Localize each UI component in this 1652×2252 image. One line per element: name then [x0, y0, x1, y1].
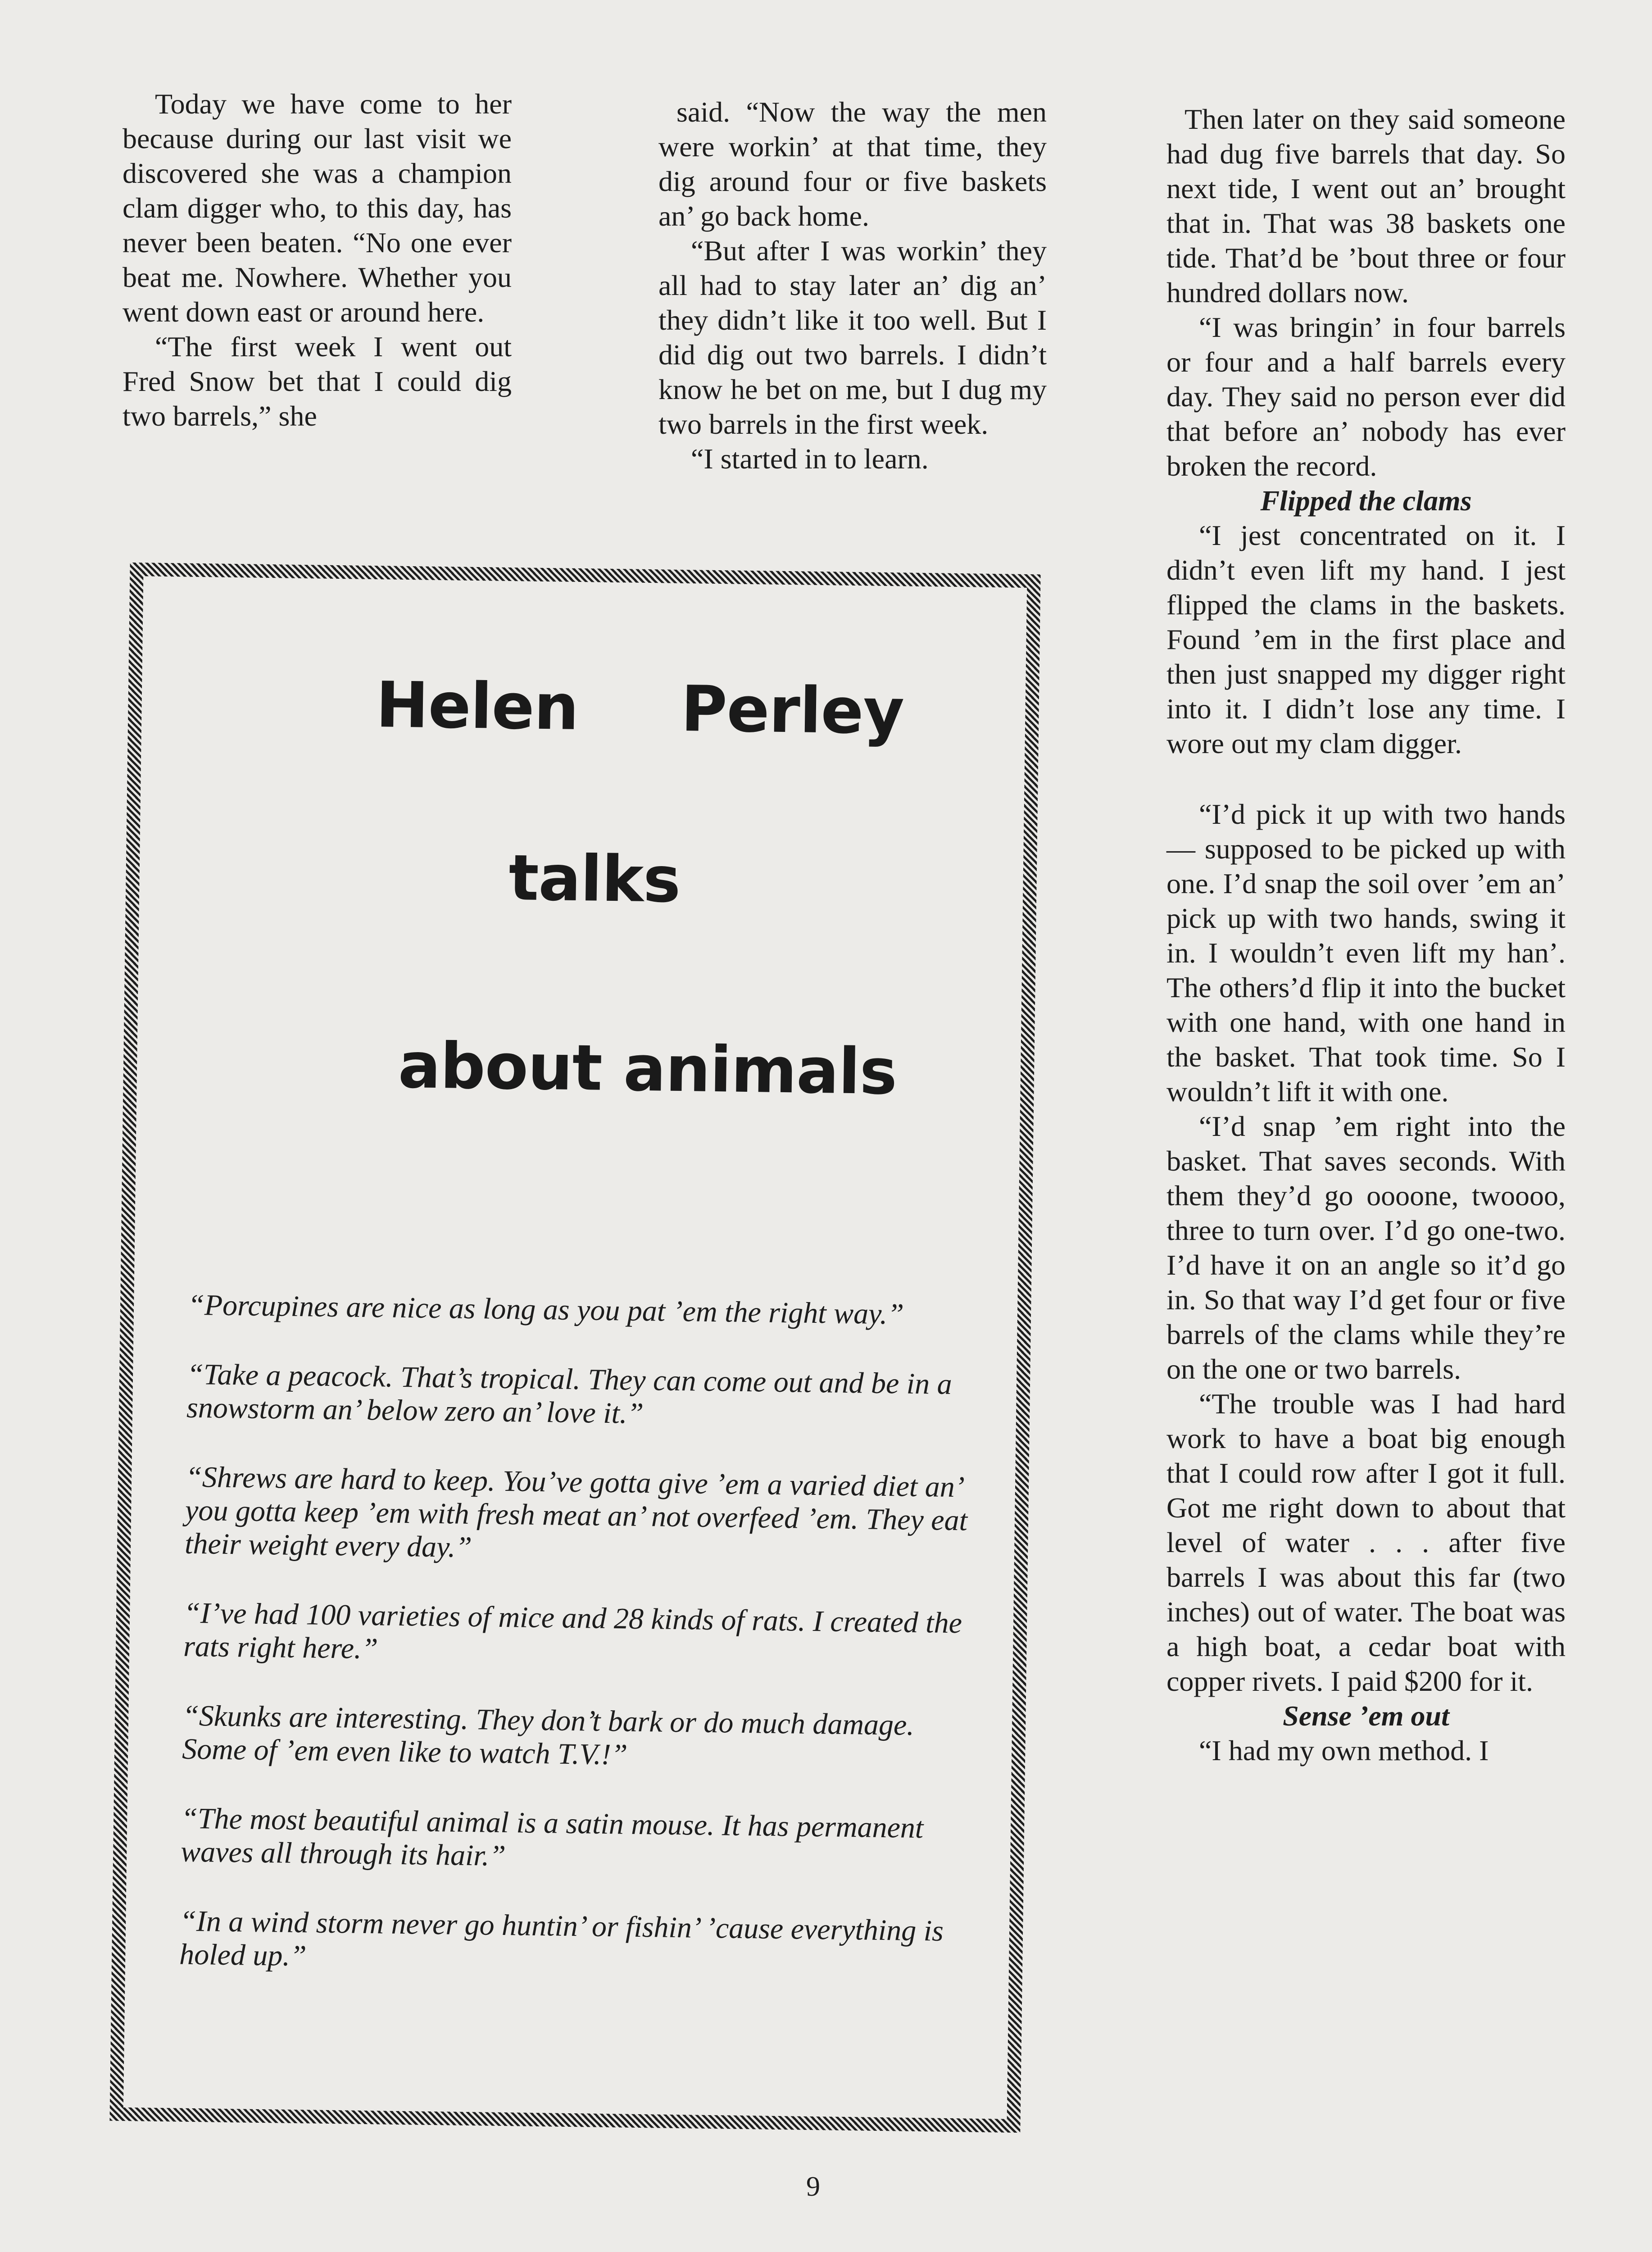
paragraph: “But after I was workin’ they all had to stay later an’ dig an’ they didn’t like it too well. But I did dig out two barrels. I didn’t know he bet on me, but I dug my two barrels in the first week.	[658, 235, 1047, 440]
subheading: Sense ’em out	[1283, 1700, 1449, 1732]
paragraph: “I’d snap ’em right into the basket. That saves seconds. With them they’d go oooone, twoooo, three to turn over. I’d go one-two. I’d have it on an angle so it’d go in. So that way I’d get four or five barrels of the clams while they’re on the one or two barrels.	[1166, 1110, 1566, 1385]
quote: “Shrews are hard to keep. You’ve gotta give ’em a varied diet an’ you gotta keep ’em with fresh meat an’ not overfeed ’em. They eat their weight every day.”	[184, 1460, 968, 1564]
paragraph: “I had my own method. I	[1199, 1734, 1489, 1766]
quote: “Take a peacock. That’s tropical. They can come out and be in a snowstorm an’ below zero an’ love it.”	[186, 1358, 953, 1430]
sidebar-headline-line3: about animals	[398, 1029, 898, 1109]
sidebar-box	[109, 563, 1040, 2133]
paragraph: Today we have come to her because during our last visit we discovered she was a champion clam digger who, to this day, has never been beaten. “No one ever beat me. Nowhere. Whether you went down east or around here.	[123, 88, 512, 328]
quote: “I’ve had 100 varieties of mice and 28 kinds of rats. I created the rats right here.”	[183, 1596, 962, 1666]
paragraph: “The trouble was I had hard work to have a boat big enough that I could row after I got it full. Got me right down to about that level of water . . . after five barrels I was about this far (two inches) out of water. The boat was a high boat, a cedar boat with copper rivets. I paid $200 for it.	[1166, 1388, 1566, 1697]
paragraph: “I started in to learn.	[691, 443, 929, 475]
paragraph: Then later on they said someone had dug five barrels that day. So next tide, I went out an’ brought that in. That was 38 baskets one tide. That’d be ’bout three or four hundred dollars now.	[1166, 103, 1566, 309]
quote: “Skunks are interesting. They don’t bark or do much damage. Some of ’em even like to watch T.V.!”	[182, 1699, 915, 1771]
quote: “The most beautiful animal is a satin mouse. It has permanent waves all through its hair.”	[180, 1802, 924, 1873]
paragraph: “The first week I went out Fred Snow bet that I could dig two barrels,” she	[123, 331, 512, 432]
paragraph: “I’d pick it up with two hands — supposed to be picked up with one. I’d snap the soil over ’em an’ pick up with two hands, swing it in. I wouldn’t even lift my han’. The others’d flip it into the bucket with one hand, with one hand in the basket. That took time. So I wouldn’t lift it with one.	[1166, 798, 1566, 1108]
sidebar-headline-line2: talks	[508, 841, 681, 917]
subheading: Flipped the clams	[1260, 485, 1472, 517]
article-column-2	[658, 95, 1047, 476]
article-column-1	[123, 86, 512, 433]
quote-list	[179, 1289, 990, 2018]
quote: “In a wind storm never go huntin’ or fishin’ ’cause everything is holed up.”	[179, 1904, 944, 1973]
article-column-3	[1166, 102, 1566, 1768]
spacer	[1166, 761, 1566, 797]
paragraph: said. “Now the way the men were workin’ at that time, they dig around four or five baskets an’ go back home.	[658, 96, 1047, 232]
sidebar-headline-line1: Helen Perley	[375, 668, 904, 749]
quote: “Porcupines are nice as long as you pat ’em the right way.”	[187, 1288, 904, 1331]
page-number: 9	[806, 2171, 820, 2202]
paragraph: “I jest concentrated on it. I didn’t even lift my hand. I jest flipped the clams in the baskets. Found ’em in the first place and then just snapped my digger right into it. I didn’t lose any time. I wore out my clam digger.	[1166, 519, 1566, 759]
paragraph: “I was bringin’ in four barrels or four and a half barrels every day. They said no person ever did that before an’ nobody has ever broken the record.	[1166, 311, 1566, 482]
